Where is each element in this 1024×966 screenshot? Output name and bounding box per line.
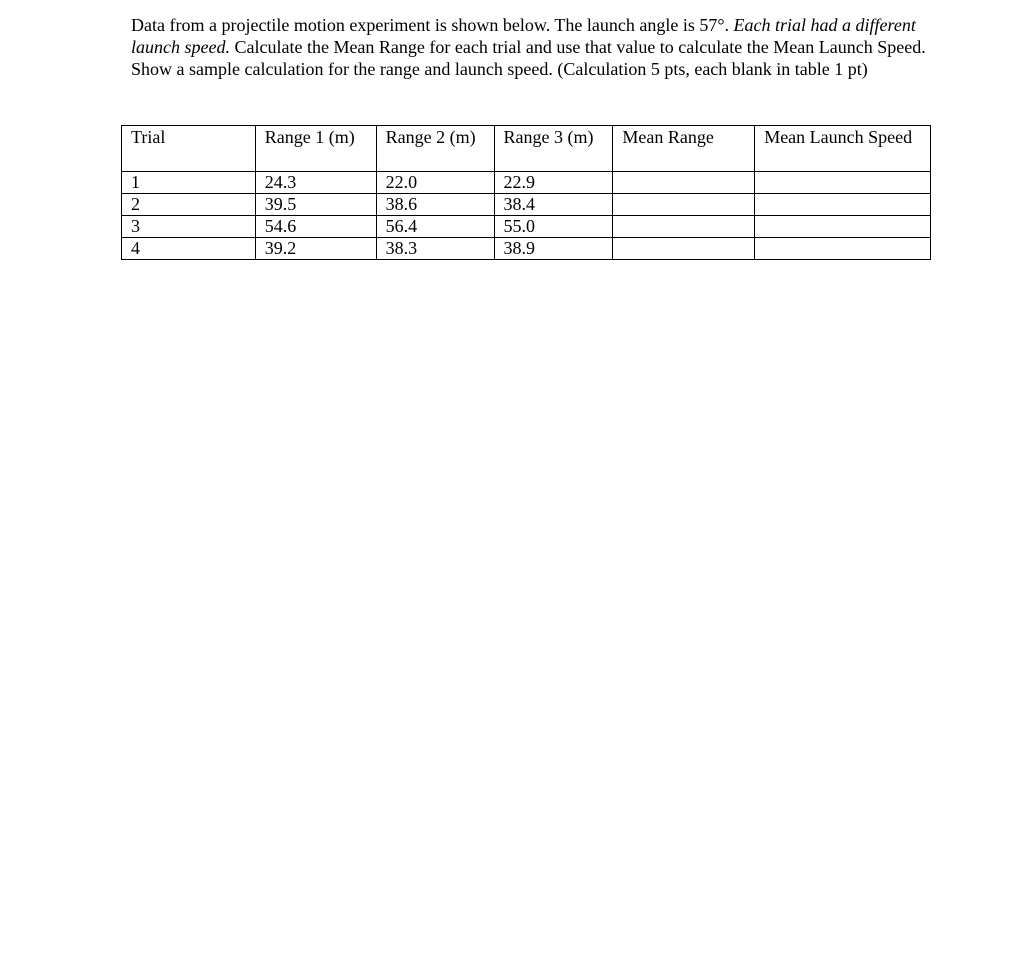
- cell-range-1: 39.5: [255, 194, 376, 216]
- header-range-3: Range 3 (m): [494, 126, 613, 172]
- cell-range-3: 38.4: [494, 194, 613, 216]
- cell-range-3: 38.9: [494, 238, 613, 260]
- table-header-row: [122, 126, 931, 172]
- cell-range-1: 54.6: [255, 216, 376, 238]
- cell-range-2: 38.6: [376, 194, 494, 216]
- problem-text-intro: Data from a projectile motion experiment is shown below. The launch angle is 57°.: [131, 15, 734, 35]
- cell-range-2: 38.3: [376, 238, 494, 260]
- cell-range-3: 22.9: [494, 172, 613, 194]
- cell-trial: 2: [122, 194, 256, 216]
- header-trial: Trial: [122, 126, 256, 172]
- data-table: [121, 125, 931, 260]
- cell-trial: 1: [122, 172, 256, 194]
- cell-mean-launch-speed-blank[interactable]: [755, 238, 931, 260]
- table-row: [122, 172, 931, 194]
- header-range-2: Range 2 (m): [376, 126, 494, 172]
- cell-range-2: 56.4: [376, 216, 494, 238]
- table-row: [122, 238, 931, 260]
- cell-range-1: 39.2: [255, 238, 376, 260]
- header-mean-range: Mean Range: [613, 126, 755, 172]
- cell-trial: 4: [122, 238, 256, 260]
- header-range-1: Range 1 (m): [255, 126, 376, 172]
- table-row: [122, 194, 931, 216]
- cell-mean-launch-speed-blank[interactable]: [755, 172, 931, 194]
- cell-trial: 3: [122, 216, 256, 238]
- problem-text-instructions: Calculate the Mean Range for each trial and use that value to calculate the Mean Launch Speed. Show a sample calculation for the range and launch speed. (Calculation 5 pts, each blank in table 1 pt): [131, 37, 926, 79]
- cell-mean-range-blank[interactable]: [613, 238, 755, 260]
- cell-mean-range-blank[interactable]: [613, 194, 755, 216]
- cell-range-1: 24.3: [255, 172, 376, 194]
- table-row: [122, 216, 931, 238]
- header-mean-launch-speed: Mean Launch Speed: [755, 126, 931, 172]
- cell-mean-range-blank[interactable]: [613, 216, 755, 238]
- cell-range-3: 55.0: [494, 216, 613, 238]
- problem-statement: [131, 14, 931, 80]
- cell-range-2: 22.0: [376, 172, 494, 194]
- problem-text-emphasis: Each trial had a different launch speed.: [131, 15, 916, 57]
- cell-mean-launch-speed-blank[interactable]: [755, 216, 931, 238]
- cell-mean-range-blank[interactable]: [613, 172, 755, 194]
- cell-mean-launch-speed-blank[interactable]: [755, 194, 931, 216]
